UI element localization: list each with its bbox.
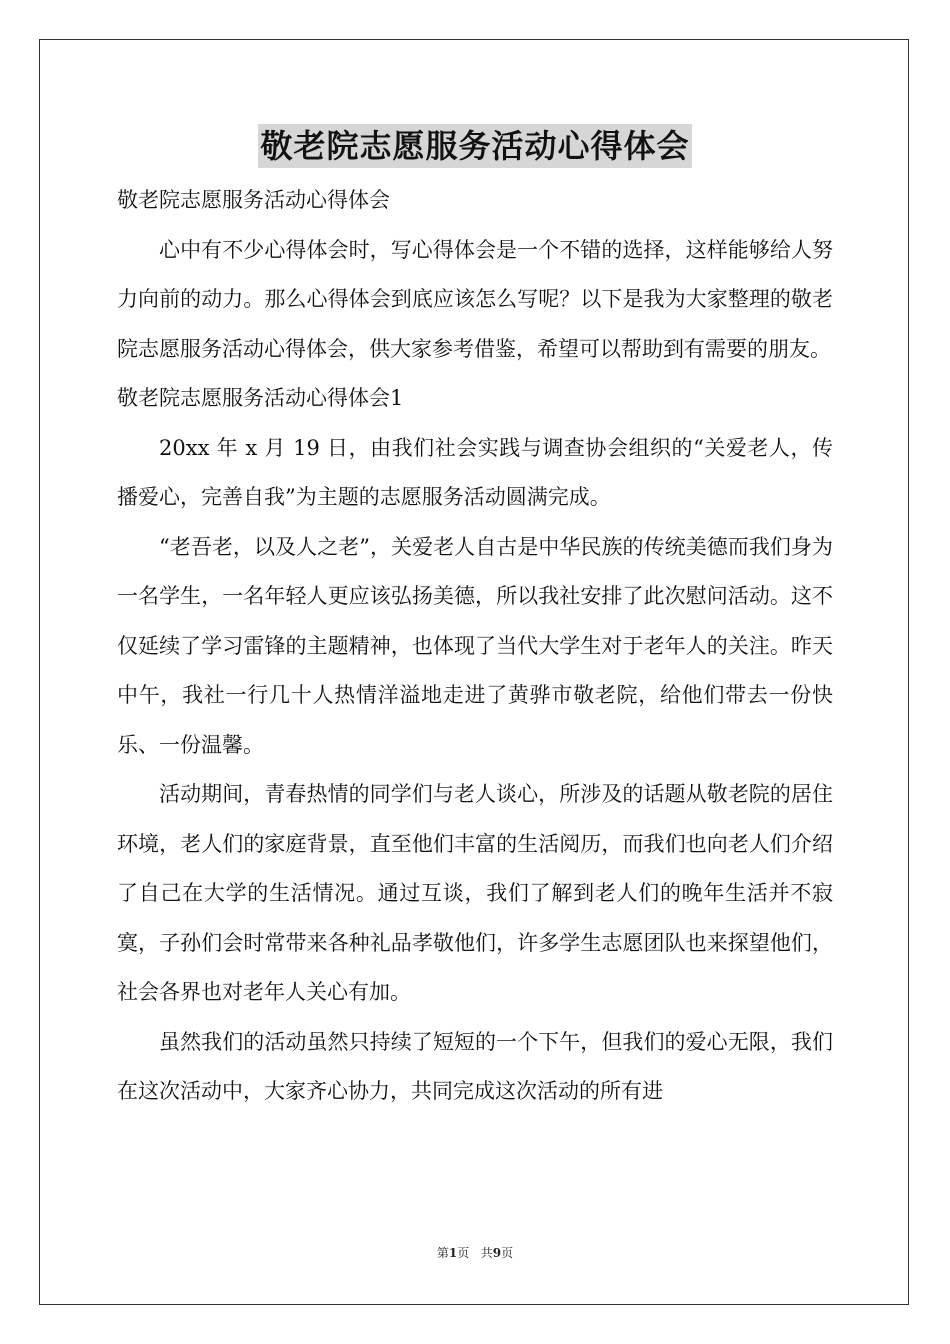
total-prefix: 共: [480, 1246, 493, 1260]
body-paragraph: 虽然我们的活动虽然只持续了短短的一个下午，但我们的爱心无限，我们在这次活动中，大家齐心协力，共同完成这次活动的所有进: [117, 1029, 833, 1103]
body-paragraph: “老吾老，以及人之老”，关爱老人自古是中华民族的传统美德而我们身为一名学生，一名年轻人更应该弘扬美德，所以我社安排了此次慰问活动。这不仅延续了学习雷锋的主题精神，也体现了当代大学生对于老年人的关注。昨天中午，我社一行几十人热情洋溢地走进了黄骅市敬老院，给他们带去一份快乐、一份温馨。: [117, 534, 833, 757]
page-label: 页: [457, 1246, 470, 1260]
document-title: 敬老院志愿服务活动心得体会: [258, 124, 691, 168]
page-total: 9: [492, 1246, 502, 1260]
document-body: [117, 176, 833, 1117]
document-subtitle: 敬老院志愿服务活动心得体会: [117, 188, 390, 212]
total-suffix: 页: [501, 1246, 514, 1260]
page-current: 1: [448, 1246, 458, 1260]
page-footer: [0, 1243, 950, 1263]
page-prefix: 第: [436, 1246, 449, 1260]
title-area: [0, 124, 950, 168]
body-paragraph: 20xx 年 x 月 19 日，由我们社会实践与调查协会组织的“关爱老人，传播爱心，完善自我”为主题的志愿服务活动圆满完成。: [117, 435, 833, 509]
section-heading: 敬老院志愿服务活动心得体会1: [117, 386, 404, 410]
intro-paragraph: 心中有不少心得体会时，写心得体会是一个不错的选择，这样能够给人努力向前的动力。那么心得体会到底应该怎么写呢？以下是我为大家整理的敬老院志愿服务活动心得体会，供大家参考借鉴，希望可以帮助到有需要的朋友。: [117, 237, 833, 361]
body-paragraph: 活动期间，青春热情的同学们与老人谈心，所涉及的话题从敬老院的居住环境，老人们的家庭背景，直至他们丰富的生活阅历，而我们也向老人们介绍了自己在大学的生活情况。通过互谈，我们了解到老人们的晚年生活并不寂寞，子孙们会时常带来各种礼品孝敬他们，许多学生志愿团队也来探望他们，社会各界也对老年人关心有加。: [117, 782, 833, 1004]
